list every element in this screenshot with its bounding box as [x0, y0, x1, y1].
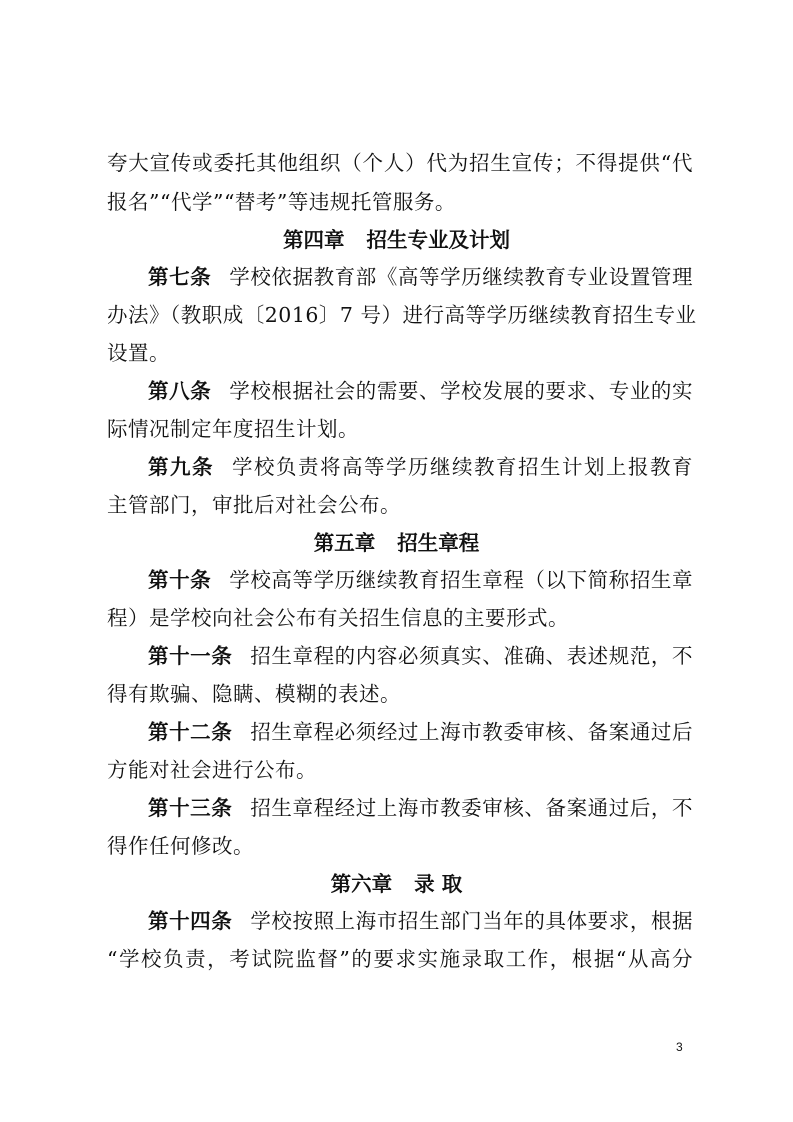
chapter-heading: [0, 528, 793, 558]
article-text: 招生章程的内容必须真实、准确、表述规范，不: [250, 644, 694, 668]
article-line: [148, 717, 693, 747]
article-text: 学校依据教育部《高等学历继续教育专业设置管理: [229, 265, 693, 289]
chapter-heading: [0, 869, 793, 899]
paragraph-line: “学校负责，考试院监督”的要求实施录取工作，根据“从高分: [107, 947, 693, 971]
article-text: 招生章程必须经过上海市教委审核、备案通过后: [250, 720, 694, 744]
paragraph-line: 报名”“代学”“替考”等违规托管服务。: [107, 190, 456, 214]
article-label: 第九条: [148, 455, 214, 479]
paragraph-line: 得有欺骗、隐瞒、模糊的表述。: [107, 682, 401, 706]
article-label: 第十条: [148, 568, 212, 592]
article-label: 第十二条: [148, 720, 233, 744]
chapter-number: 第四章: [283, 228, 345, 252]
page-number: 3: [676, 1040, 683, 1054]
chapter-title: 招生章程: [397, 531, 480, 555]
article-label: 第八条: [148, 379, 212, 403]
paragraph-line: 设置。: [107, 341, 170, 365]
article-label: 第十四条: [148, 909, 233, 933]
article-line: [148, 262, 693, 292]
paragraph-line: 夸大宣传或委托其他组织（个人）代为招生宣传；不得提供“代: [107, 151, 693, 175]
article-text: 学校根据社会的需要、学校发展的要求、专业的实: [229, 379, 693, 403]
article-text: 招生章程经过上海市教委审核、备案通过后，不: [250, 796, 694, 820]
article-label: 第十三条: [148, 796, 233, 820]
paragraph-line: 主管部门，审批后对社会公布。: [107, 493, 401, 517]
paragraph-line: 方能对社会进行公布。: [107, 758, 317, 782]
article-label: 第十一条: [148, 644, 233, 668]
article-line: [148, 793, 693, 823]
article-line: [148, 906, 693, 936]
chapter-number: 第五章: [313, 531, 376, 555]
article-text: 学校按照上海市招生部门当年的具体要求，根据: [250, 909, 694, 933]
paragraph-line: 得作任何修改。: [107, 834, 254, 858]
article-label: 第七条: [148, 265, 212, 289]
article-line: [148, 452, 693, 482]
paragraph-line: 际情况制定年度招生计划。: [107, 417, 359, 441]
paragraph-line: 办法》（教职成〔2016〕7 号）进行高等学历继续教育招生专业: [107, 303, 697, 327]
chapter-heading: [0, 225, 793, 255]
article-text: 学校高等学历继续教育招生章程（以下简称招生章: [229, 568, 693, 592]
article-text: 学校负责将高等学历继续教育招生计划上报教育: [232, 455, 693, 479]
article-line: [148, 376, 693, 406]
paragraph-line: 程）是学校向社会公布有关招生信息的主要形式。: [107, 606, 569, 630]
chapter-title: 录 取: [414, 872, 463, 896]
chapter-title: 招生专业及计划: [366, 228, 510, 252]
article-line: [148, 641, 693, 671]
article-line: [148, 565, 693, 595]
chapter-number: 第六章: [330, 872, 393, 896]
